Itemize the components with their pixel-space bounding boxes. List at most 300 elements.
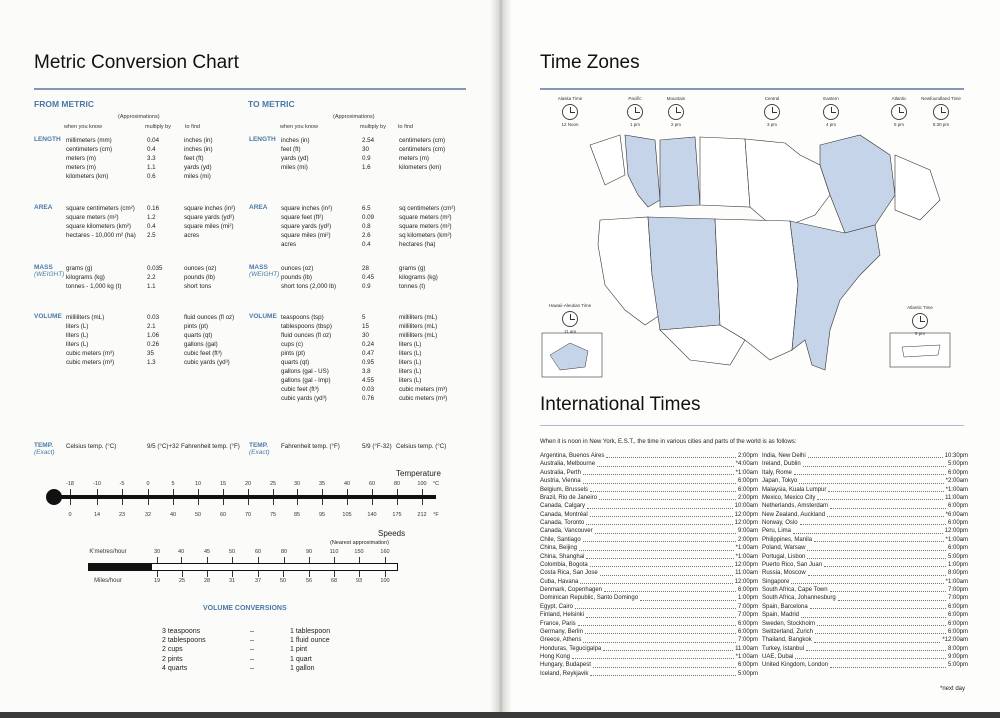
to-mass-find-row: tonnes (t) [399,283,426,290]
to-mass-find-row: grams (g) [399,265,426,272]
fahrenheit-tick [397,499,398,505]
map-canada-east [745,139,830,225]
from-volume-know-row: liters (L) [66,341,89,348]
city-name: Spain, Barcelona [762,603,808,610]
to-volume-know-row: pints (pt) [281,350,306,357]
thermometer-bar [58,495,436,499]
fahrenheit-tick-label: 75 [269,512,277,518]
to-volume-find-row: milliliters (mL) [399,332,438,339]
city-time: *2:00am [945,478,968,485]
city-time: 12:00pm [734,520,758,526]
from-mass-label: MASS (WEIGHT) [34,264,65,278]
atlantic-time-label: Atlantic Time [907,305,933,310]
to-mass-know-row: short tons (2,000 lb) [281,283,337,290]
to-temp-mult-row: 5/9 (°F-32) [362,443,392,450]
city-name: Chile, Santiago [540,536,581,543]
to-mass-mult-row: 28 [362,265,369,272]
kmh-tick-label: 110 [329,549,339,555]
city-time-row [762,494,968,502]
celsius-tick [347,489,348,495]
city-name: Honduras, Tegucigalpa [540,645,602,652]
city-time: 11:00am [945,494,968,501]
to-volume-find [399,313,447,403]
to-length-mult-row: 1.6 [362,164,371,171]
to-mass-know-row: pounds (lb) [281,274,312,281]
dot-leader [830,502,946,508]
city-time-row [762,477,968,485]
city-time-row [540,603,758,611]
city-time-row [540,569,758,577]
mph-tick-label: 50 [279,578,287,584]
city-time-row [540,670,758,678]
volume-right-item: 1 fluid ounce [290,637,330,645]
city-name: Singapore [762,578,790,585]
city-time: 7:00pm [737,612,758,619]
city-time: 12:00pm [734,511,758,518]
city-time: 2:00pm [737,453,758,459]
to-area-know-row: square yards (yd²) [281,223,332,230]
fahrenheit-tick [347,499,348,505]
city-time: 5:00pm [947,461,968,468]
to-volume-find-row: liters (L) [399,359,422,366]
city-name: China, Shanghai [540,553,585,560]
dot-leader [586,611,736,617]
from-volume-mult-row: 1.06 [147,332,160,339]
to-area-mult [362,204,374,249]
celsius-tick-label: 100 [417,481,427,487]
city-time-row [540,477,758,485]
dot-leader [606,452,736,458]
city-name: Peru, Lima [762,528,792,535]
kmh-tick [284,557,285,563]
to-approx-header: (Approximations) [333,114,375,120]
kmh-tick-label: 150 [354,549,364,555]
city-time-row [540,460,758,468]
from-mass-mult-row: 1.1 [147,283,156,290]
city-time: 6:00pm [737,662,758,669]
city-time-row [762,628,968,636]
from-temp-know-row: Celsius temp. (°C) [66,443,117,450]
dot-leader [585,628,736,634]
from-mass-sublabel: (WEIGHT) [34,271,65,278]
fahrenheit-tick-label: 0 [68,512,72,518]
atlantic-time-value: 5 pm [914,331,926,336]
volume-left-item: 2 tablespoons [162,637,206,645]
from-area-find-row: square yards (yd²) [184,214,235,221]
from-length-mult-row: 0.4 [147,146,156,153]
to-length-know-row: miles (mi) [281,164,308,171]
fahrenheit-tick [148,499,149,505]
city-time-row [762,645,968,653]
city-name: New Zealand, Auckland [762,511,826,518]
from-length-find-row: feet (ft) [184,155,204,162]
kmh-tick [334,557,335,563]
volume-right-item: 1 quart [290,655,312,663]
city-name: Spain, Madrid [762,612,800,619]
time-zone-name: Eastern [823,96,839,101]
map-us-eastern [790,221,880,370]
to-length-know-row: inches (in) [281,137,310,144]
fahrenheit-tick [97,499,98,505]
to-volume-mult-row: 0.03 [362,386,375,393]
to-area-know-row: square feet (ft²) [281,214,324,221]
time-zone-name: Alaska Time [557,96,583,101]
city-time-row [540,645,758,653]
from-length-find [184,136,213,181]
mph-tick [207,571,208,577]
city-time-row [540,494,758,502]
city-time-row [762,553,968,561]
city-time: 5:00pm [947,553,968,560]
to-volume-know-row: cubic yards (yd³) [281,395,327,402]
mph-tick-label: 37 [254,578,262,584]
dot-leader [799,477,943,483]
from-area-mult-row: 2.5 [147,232,156,239]
from-length-know-row: millimeters (mm) [66,137,112,144]
title-rule [34,88,466,90]
dot-leader [579,544,734,550]
from-volume-mult-row: 35 [147,350,154,357]
city-time-row [540,611,758,619]
kmh-tick [232,557,233,563]
dot-leader [583,477,736,483]
from-mass-mult [147,264,162,291]
kmh-tick-label: 60 [254,549,262,555]
celsius-tick [122,489,123,495]
international-intro: When it is noon in New York, E.S.T., the time in various cities and parts of the world is as follows: [540,439,797,445]
volume-left-item: 4 quarts [162,664,188,672]
to-mass-mult [362,264,374,291]
from-mass-know-row: grams (g) [66,265,93,272]
to-length-mult-row: 2.54 [362,137,375,144]
dot-leader [586,519,732,525]
dot-leader [814,536,944,542]
city-name: Hungary, Budapest [540,662,591,669]
city-time: 7:00pm [737,603,758,610]
to-area-mult-row: 0.4 [362,241,371,248]
celsius-tick-label: 20 [244,481,252,487]
clock-icon [933,104,949,120]
to-volume-mult-row: 0.95 [362,359,375,366]
from-volume-mult [147,313,159,367]
celsius-tick-label: 35 [318,481,326,487]
city-time: 7:00pm [947,595,968,602]
city-time-row [762,460,968,468]
to-temp-sublabel: (Exact) [249,449,270,456]
city-name: South Africa, Cape Town [762,587,828,593]
to-length-know-row: feet (ft) [281,146,301,153]
kmh-label: K'metres/hour [89,549,127,555]
city-name: Germany, Berlin [540,628,583,635]
dot-leader [575,603,736,609]
city-time-row [762,661,968,669]
city-time-row [540,452,758,460]
city-time-row [540,653,758,661]
clock-icon [668,104,684,120]
city-name: Denmark, Copenhagen [540,587,603,593]
volume-left-item: 2 pints [162,655,183,663]
city-name: Netherlands, Amsterdam [762,503,829,510]
to-volume-find-row: cubic meters (m³) [399,395,448,402]
city-time: *4:00am [735,461,758,468]
to-length-find-row: meters (m) [399,155,429,162]
dot-leader [793,527,943,533]
dot-leader [807,553,946,559]
city-name: Belgium, Brussels [540,486,589,493]
city-time-row [762,594,968,602]
dot-leader [808,569,946,575]
city-name: Thailand, Bangkok [762,637,812,644]
mph-tick-label: 68 [330,578,338,584]
celsius-tick [297,489,298,495]
fahrenheit-tick [273,499,274,505]
map-canada-pacific [625,135,660,207]
dot-leader [600,569,733,575]
dot-leader [583,469,734,475]
to-area-find-row: square meters (m²) [399,223,452,230]
to-volume-know-row: quarts (qt) [281,359,310,366]
from-area-mult-row: 0.4 [147,223,156,230]
from-volume-know [66,313,114,367]
clock-icon [764,104,780,120]
hawaii-zone-label: Hawaii-Aleutian Time [548,303,592,308]
to-volume-mult-row: 30 [362,332,369,339]
from-know-header: when you know [64,124,102,130]
dot-leader [640,594,736,600]
celsius-unit: °C [432,481,440,487]
city-name: Norway, Oslo [762,520,798,526]
dot-leader [817,620,946,626]
kmh-tick [181,557,182,563]
dot-leader [597,460,734,466]
dot-leader [794,469,946,475]
city-time: 2:00pm [737,494,758,501]
city-time-row [762,653,968,661]
map-quebec [820,135,895,233]
city-time: 12:00pm [944,528,968,535]
time-zone-name: Atlantic [891,96,907,101]
to-area-mult-row: 2.6 [362,232,371,239]
temperature-title: Temperature [396,469,441,478]
to-volume-know-row: cubic feet (ft³) [281,386,319,393]
intl-rule [540,425,964,426]
volume-conversions-left [162,627,206,673]
dot-leader [583,636,736,642]
time-zone-time: 5 pm [893,122,905,127]
metric-chart-title: Metric Conversion Chart [34,52,239,73]
fahrenheit-tick-label: 23 [118,512,126,518]
dot-leader [590,670,736,676]
mph-tick [283,571,284,577]
kmh-tick [309,557,310,563]
from-length-mult-row: 0.6 [147,173,156,180]
from-volume-find-row: fluid ounces (fl oz) [184,314,235,321]
fahrenheit-tick-label: 14 [93,512,101,518]
city-time-row [762,611,968,619]
fahrenheit-tick [173,499,174,505]
from-length-find-row: miles (mi) [184,173,211,180]
dot-leader [795,653,946,659]
from-length-mult-row: 3.3 [147,155,156,162]
clock-icon [823,104,839,120]
dot-leader [599,494,736,500]
from-mass-mult-row: 2.2 [147,274,156,281]
to-length-mult-row: 30 [362,146,369,153]
city-time-row [540,519,758,527]
to-length-find [399,136,445,172]
from-length-find-row: inches (in) [184,146,213,153]
from-volume-mult-row: 0.26 [147,341,160,348]
mph-label: Miles/hour [94,578,122,584]
from-mass-find-row: pounds (lb) [184,274,215,281]
fahrenheit-tick [223,499,224,505]
celsius-tick-label: 15 [219,481,227,487]
time-zone-time: 3 pm [766,122,778,127]
from-temp-find-row: Fahrenheit temp. (°F) [181,443,240,450]
us-time-zone-map [530,125,970,385]
city-time: 6:00pm [947,620,968,627]
fahrenheit-tick-label: 32 [144,512,152,518]
celsius-tick-label: 30 [293,481,301,487]
map-newfoundland [895,155,940,220]
from-mass-know [66,264,121,291]
mph-tick-label: 93 [355,578,363,584]
to-length-find-row: centimeters (cm) [399,146,446,153]
celsius-tick-label: 10 [194,481,202,487]
puerto-rico-shape [902,345,940,357]
city-name: Argentina, Buenos Aires [540,453,605,459]
from-volume-know-row: cubic meters (m³) [66,359,115,366]
to-mass-find-row: kilograms (kg) [399,274,438,281]
dot-leader [791,578,943,584]
from-area-find [184,204,235,240]
celsius-tick-label: 80 [393,481,401,487]
dot-leader [814,636,941,642]
time-zone-time: 12 Noon [561,122,579,127]
celsius-tick [198,489,199,495]
kmh-tick-label: 80 [280,549,288,555]
fahrenheit-tick-label: 95 [318,512,326,518]
from-volume-mult-row: 1.3 [147,359,156,366]
city-time-row [540,636,758,644]
city-name: Egypt, Cairo [540,603,574,610]
celsius-tick [397,489,398,495]
fahrenheit-tick-label: 140 [367,512,377,518]
thermometer-bulb [46,489,62,505]
from-volume-find-row: cubic feet (ft³) [184,350,222,357]
to-area-label: AREA [249,204,268,211]
mph-tick-label: 100 [380,578,390,584]
speeds-subtitle: (Nearest approximation) [330,540,389,546]
fahrenheit-tick-label: 60 [219,512,227,518]
fahrenheit-tick-label: 105 [342,512,352,518]
city-name: Russia, Moscow [762,570,806,577]
city-name: United Kingdom, London [762,662,829,669]
to-volume-mult-row: 0.76 [362,395,375,402]
celsius-tick-label: 60 [368,481,376,487]
dot-leader [817,494,943,500]
to-volume-know-row: fluid ounces (fl oz) [281,332,332,339]
city-time: 6:00pm [947,603,968,610]
from-area-know-row: square kilometers (km²) [66,223,131,230]
from-length-know-row: centimeters (cm) [66,146,113,153]
dot-leader [603,645,733,651]
from-length-mult-row: 0.04 [147,137,160,144]
dot-leader [590,486,736,492]
city-name: Philippines, Manila [762,536,813,543]
volume-conversions-dashes [250,627,254,673]
city-time-row [540,469,758,477]
to-volume-mult [362,313,374,403]
to-temp-mult [362,442,392,451]
from-length-label: LENGTH [34,136,61,143]
from-volume-find-row: quarts (qt) [184,332,213,339]
celsius-tick-label: 0 [146,481,150,487]
from-volume-know-row: milliliters (mL) [66,314,105,321]
city-name: Cuba, Havana [540,578,579,585]
to-mass-know-row: ounces (oz) [281,265,314,272]
from-volume-find [184,313,234,367]
time-zone-time: 4 pm [825,122,837,127]
city-time-row [540,594,758,602]
to-area-know-row: square miles (mi²) [281,232,331,239]
from-length-know-row: meters (m) [66,155,96,162]
from-volume-know-row: liters (L) [66,332,89,339]
map-canada-central [700,137,750,207]
volume-dash: – [250,628,254,635]
from-area-find-row: square inches (in²) [184,205,236,212]
city-time: 6:00pm [947,469,968,476]
city-time: 9:00pm [947,654,968,660]
from-approx-header: (Approximations) [118,114,160,120]
from-area-mult-row: 1.2 [147,214,156,221]
city-time-row [540,502,758,510]
mph-tick [334,571,335,577]
fahrenheit-tick [70,499,71,505]
city-time-row [762,469,968,477]
volume-dash: – [250,637,254,645]
celsius-tick [97,489,98,495]
city-name: France, Paris [540,620,576,627]
to-find-header: to find [398,124,413,130]
mph-tick [258,571,259,577]
city-name: China, Beijing [540,545,578,552]
to-volume-know-row: tablespoons (tbsp) [281,323,332,330]
fahrenheit-tick-label: 175 [392,512,402,518]
city-time: 6:00pm [737,628,758,635]
fahrenheit-unit: °F [433,512,439,518]
from-mass-mult-row: 0.035 [147,265,163,272]
city-time: 6:00pm [947,612,968,619]
city-name: South Africa, Johannesburg [762,595,836,602]
to-volume-mult-row: 0.47 [362,350,375,357]
time-zone-time: 5:30 pm [932,122,950,127]
to-metric-heading: TO METRIC [248,99,295,109]
city-time: 7:00pm [947,587,968,593]
kmh-tick-label: 30 [153,549,161,555]
to-volume-know-row: teaspoons (tsp) [281,314,324,321]
city-time-row [540,544,758,552]
dot-leader [801,611,946,617]
city-time: 2:00pm [737,536,758,543]
from-length-know [66,136,112,181]
clock-icon [562,104,578,120]
celsius-tick [70,489,71,495]
city-time-row [762,536,968,544]
to-volume-know-row: gallons (gal - US) [281,368,329,375]
from-length-know-row: kilometers (km) [66,173,109,180]
city-time: 6:00pm [947,545,968,552]
